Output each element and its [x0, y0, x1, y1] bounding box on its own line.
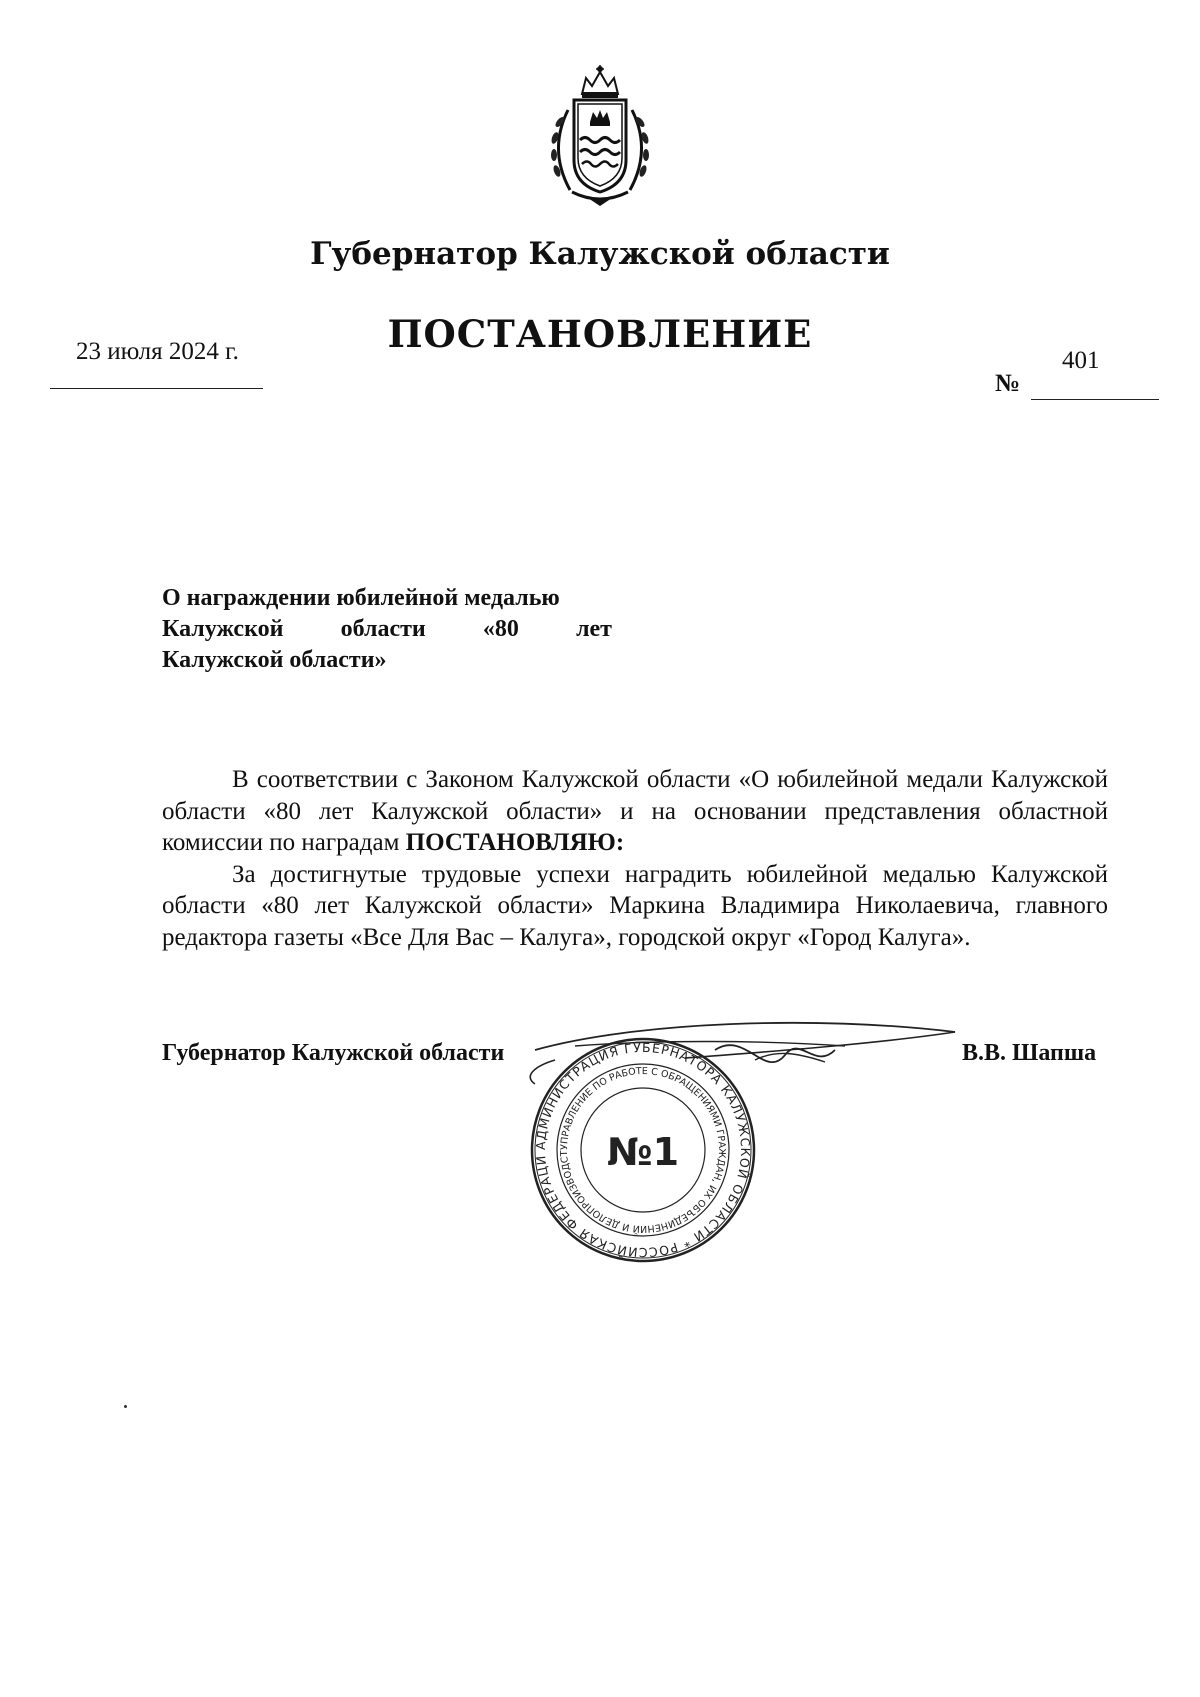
subject-word: «80 [482, 616, 519, 642]
subject-word: области [340, 616, 426, 642]
seal-inner-text: УПРАВЛЕНИЕ ПО РАБОТЕ С ОБРАЩЕНИЯМИ ГРАЖДАН, ИХ ОБЪЕДИНЕНИЙ И ДЕЛОПРОИЗВОДСТ [558, 1065, 728, 1235]
document-date: 23 июля 2024 г. [76, 338, 239, 365]
coat-of-arms-icon [538, 60, 662, 208]
body-paragraph-1 [162, 764, 1108, 859]
document-number: 401 [1062, 347, 1100, 374]
legal-basis-text: В соответствии с Законом Калужской области «О юбилейной медали Калужской области «80 лет Калужской области» и на основании представления областной комиссии по наградам [162, 766, 1108, 856]
subject-word: лет [576, 616, 612, 642]
signatory-title: Губернатор Калужской области [162, 1040, 505, 1066]
date-underline [50, 388, 263, 389]
handwritten-signature-icon [515, 1010, 965, 1130]
subject-line-2 [162, 614, 612, 645]
subject-word: Калужской [162, 616, 284, 642]
document-body [162, 764, 1108, 953]
body-paragraph-2: За достигнутые трудовые успехи наградить юбилейной медалью Калужской области «80 лет Калужской области» Маркина Владимира Николаевича, главного редактора газеты «Все Для Вас – Калуга», городской округ «Город Калуга». [162, 860, 1108, 951]
signatory-name: В.В. Шапша [962, 1040, 1097, 1066]
seal-number: №1 [606, 1130, 680, 1174]
number-underline [1031, 399, 1159, 400]
decree-keyword: ПОСТАНОВЛЯЮ: [405, 829, 625, 856]
seal-outer-text: АДМИНИСТРАЦИЯ ГУБЕРНАТОРА КАЛУЖСКОЙ ОБЛАСТИ * РОССИЙСКАЯ ФЕДЕРАЦИ [532, 1039, 754, 1261]
subject-line-3: Калужской области» [162, 647, 387, 673]
issuing-authority: Губернатор Калужской области [310, 236, 890, 272]
document-subject [162, 583, 612, 676]
document-type-title: ПОСТАНОВЛЕНИЕ [387, 312, 813, 356]
scan-speck [124, 1405, 127, 1408]
number-sign: № [995, 370, 1021, 397]
subject-line-1: О награждении юбилейной медалью [162, 585, 560, 611]
